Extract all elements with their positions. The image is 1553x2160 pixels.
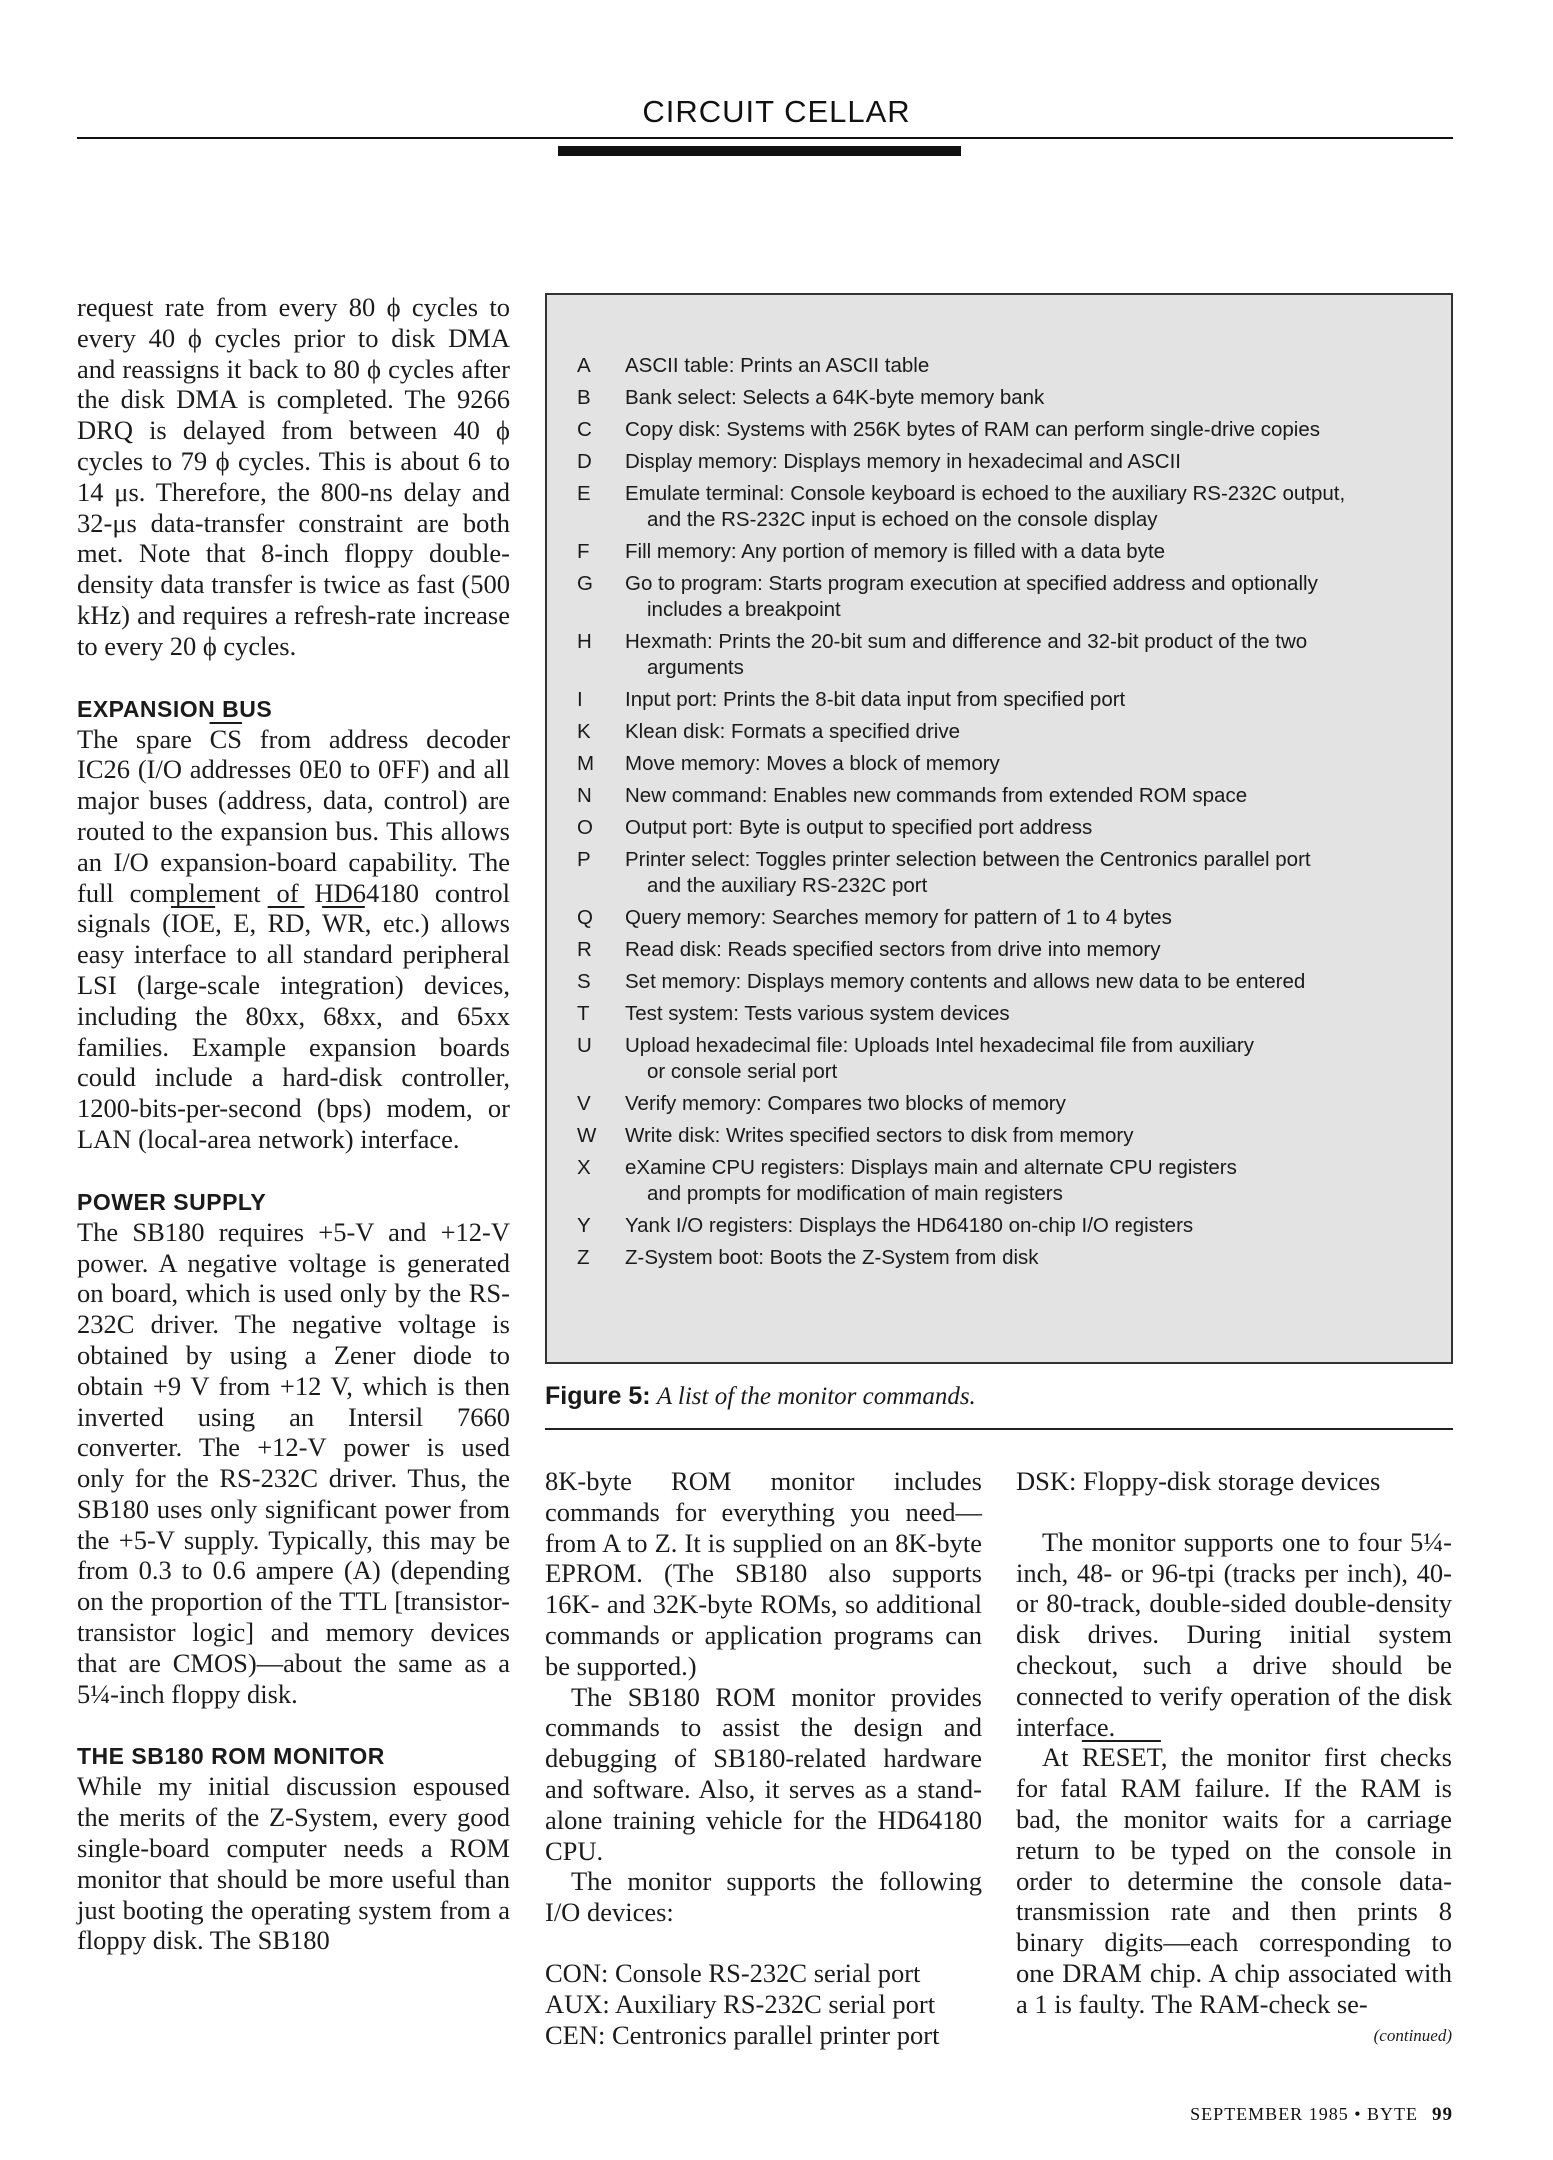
command-item (577, 1245, 1431, 1271)
paragraph-io-devices: The monitor supports the following I/O devices: (545, 1866, 982, 1928)
command-item (577, 847, 1431, 899)
command-item (577, 751, 1431, 777)
column-left (77, 292, 510, 1956)
command-description: Klean disk: Formats a specified drive (625, 720, 960, 743)
command-description: Query memory: Searches memory for pattern of 1 to 4 bytes (625, 906, 1172, 929)
heading-power-supply: POWER SUPPLY (77, 1188, 267, 1215)
command-letter: H (577, 630, 592, 653)
command-item (577, 815, 1431, 841)
device-con: CON: Console RS-232C serial port (545, 1957, 921, 1988)
command-list (577, 353, 1431, 1277)
command-letter: F (577, 540, 590, 563)
command-description: Yank I/O registers: Displays the HD64180 on-chip I/O registers (625, 1214, 1194, 1237)
paragraph-expansion-bus: The spare $\overline{CS}$ from address decoder IC26 (I/O addresses 0E0 to 0FF) and all major buses (address, data, control) are routed to the expansion bus. This allows an I/O expansion-board capability. The full complement of HD64180 control signals ($\overline{IOE}$, E, $\overline{RD}$, $\overline{WR}$, etc.) allows easy interface to all standard peripheral LSI (large-scale integration) devices, including the 80xx, 68xx, and 65xx families. Example expansion boards could include a hard-disk controller, 1200-bits-per-second (bps) modem, or LAN (local-area network) interface. (77, 723, 510, 1154)
command-letter: S (577, 970, 591, 993)
command-description: Move memory: Moves a block of memory (625, 752, 1000, 775)
command-description: Display memory: Displays memory in hexadecimal and ASCII (625, 450, 1181, 473)
command-item (577, 449, 1431, 475)
command-description: ASCII table: Prints an ASCII table (625, 354, 930, 377)
page-number: 99 (1432, 2104, 1453, 2125)
command-letter: O (577, 816, 593, 839)
command-letter: M (577, 752, 595, 775)
command-item (577, 385, 1431, 411)
command-item (577, 353, 1431, 379)
command-letter: Y (577, 1214, 591, 1237)
command-letter: X (577, 1156, 591, 1179)
column-middle (545, 1466, 982, 2050)
command-letter: I (577, 688, 583, 711)
page-header-section: CIRCUIT CELLAR (642, 94, 911, 129)
command-letter: B (577, 386, 591, 409)
command-description: Upload hexadecimal file: Uploads Intel hexadecimal file from auxiliary or console serial port (625, 1034, 1254, 1083)
command-description: Go to program: Starts program execution at specified address and optionally includes a breakpoint (625, 572, 1318, 621)
device-aux: AUX: Auxiliary RS-232C serial port (545, 1988, 936, 2019)
command-item (577, 1091, 1431, 1117)
command-item (577, 905, 1431, 931)
command-item (577, 1213, 1431, 1239)
command-item (577, 1123, 1431, 1149)
command-description: New command: Enables new commands from extended ROM space (625, 784, 1248, 807)
command-item (577, 571, 1431, 623)
command-letter: V (577, 1092, 591, 1115)
command-description: Input port: Prints the 8-bit data input from specified port (625, 688, 1126, 711)
footer-issue: SEPTEMBER 1985 • BYTE (1190, 2104, 1418, 2124)
command-item (577, 937, 1431, 963)
command-item (577, 417, 1431, 443)
paragraph-power-supply: The SB180 requires +5-V and +12-V power. A negative voltage is generated on board, which is used only by the RS-232C driver. The negative voltage is obtained by using a Zener diode to obtain +9 V from +12 V, which is then inverted using an Intersil 7660 converter. The +12-V power is used only for the RS-232C driver. Thus, the SB180 uses only significant power from the +5-V supply. Typically, this may be from 0.3 to 0.6 ampere (A) (depending on the proportion of the TTL [transistor-transistor logic] and memory devices that are CMOS)—about the same as a 5¼-inch floppy disk. (77, 1216, 510, 1709)
command-letter: T (577, 1002, 590, 1025)
device-dsk: DSK: Floppy-disk storage devices (1016, 1466, 1381, 1496)
command-item (577, 1155, 1431, 1207)
command-letter: C (577, 418, 592, 441)
command-description: Hexmath: Prints the 20-bit sum and difference and 32-bit product of the two arguments (625, 630, 1308, 679)
figure-caption-label: Figure 5: (545, 1382, 651, 1410)
command-letter: E (577, 482, 591, 505)
command-item (577, 783, 1431, 809)
command-letter: U (577, 1034, 592, 1057)
caption-rule (545, 1428, 1453, 1430)
paragraph-rom-monitor: While my initial discussion espoused the merits of the Z-System, every good single-board computer needs a ROM monitor that should be more useful than just booting the operating system from a floppy disk. The SB180 (77, 1771, 510, 1956)
command-letter: K (577, 720, 591, 743)
command-item (577, 539, 1431, 565)
device-cen: CEN: Centronics parallel printer port (545, 2019, 940, 2050)
command-description: Fill memory: Any portion of memory is filled with a data byte (625, 540, 1166, 563)
paragraph-monitor-rom: 8K-byte ROM monitor includes commands for everything you need—from A to Z. It is supplied on an 8K-byte EPROM. (The SB180 also supports 16K- and 32K-byte ROMs, so additional commands or application programs can be supported.) (545, 1466, 982, 1681)
command-letter: D (577, 450, 592, 473)
command-description: Printer select: Toggles printer selection between the Centronics parallel port and the auxiliary RS-232C port (625, 848, 1311, 897)
command-letter: Q (577, 906, 593, 929)
command-item (577, 969, 1431, 995)
command-description: Test system: Tests various system devices (625, 1002, 1010, 1025)
command-description: Verify memory: Compares two blocks of memory (625, 1092, 1066, 1115)
heading-rom-monitor: THE SB180 ROM MONITOR (77, 1743, 385, 1770)
paragraph-disk-drives: The monitor supports one to four 5¼-inch, 48- or 96-tpi (tracks per inch), 40- or 80-track, double-sided double-density disk drives. During initial system checkout, such a drive should be connected to verify operation of the disk interface. (1016, 1526, 1452, 1742)
command-description: Copy disk: Systems with 256K bytes of RAM can perform single-drive copies (625, 418, 1320, 441)
header-bar (558, 146, 961, 156)
command-item (577, 1001, 1431, 1027)
command-letter: R (577, 938, 592, 961)
command-letter: P (577, 848, 591, 871)
command-item (577, 629, 1431, 681)
command-description: Emulate terminal: Console keyboard is echoed to the auxiliary RS-232C output, and the RS-232C input is echoed on the console display (625, 482, 1346, 531)
command-item (577, 719, 1431, 745)
page-footer (1190, 2104, 1453, 2126)
command-item (577, 1033, 1431, 1085)
command-item (577, 481, 1431, 533)
paragraph-reset: At RESET, the monitor first checks for fatal RAM failure. If the RAM is bad, the monitor waits for a carriage return to be typed on the console in order to determine the console data-transmission rate and then prints 8 binary digits—each corresponding to one DRAM chip. A chip associated with a 1 is faulty. The RAM-check se- (1016, 1742, 1452, 2019)
command-letter: N (577, 784, 592, 807)
command-description: Z-System boot: Boots the Z-System from disk (625, 1246, 1039, 1269)
command-description: Output port: Byte is output to specified port address (625, 816, 1093, 839)
command-description: Write disk: Writes specified sectors to disk from memory (625, 1124, 1134, 1147)
column-right (1016, 1466, 1452, 2048)
command-description: Read disk: Reads specified sectors from drive into memory (625, 938, 1161, 961)
command-letter: A (577, 354, 591, 377)
continued-note: (continued) (1373, 2025, 1452, 2045)
figure-caption-text: A list of the monitor commands. (656, 1383, 976, 1410)
paragraph-monitor-commands: The SB180 ROM monitor provides commands to assist the design and debugging of SB180-related hardware and software. Also, it serves as a stand-alone training vehicle for the HD64180 CPU. (545, 1681, 982, 1866)
paragraph-disk-dma: request rate from every 80 ϕ cycles to every 40 ϕ cycles prior to disk DMA and reassigns it back to 80 ϕ cycles after the disk DMA is completed. The 9266 DRQ is delayed from between 40 ϕ cycles to 79 ϕ cycles. This is about 6 to 14 μs. Therefore, the 800-ns delay and 32-μs data-transfer constraint are both met. Note that 8-inch floppy double-density data transfer is twice as fast (500 kHz) and requires a refresh-rate increase to every 20 ϕ cycles. (77, 292, 510, 661)
command-letter: G (577, 572, 593, 595)
command-description: Bank select: Selects a 64K-byte memory bank (625, 386, 1045, 409)
figure-caption (545, 1382, 1453, 1411)
command-item (577, 687, 1431, 713)
heading-expansion-bus: EXPANSION BUS (77, 695, 273, 722)
header-rule (77, 137, 1453, 139)
command-letter: Z (577, 1246, 590, 1269)
figure-monitor-commands (545, 293, 1453, 1364)
command-letter: W (577, 1124, 597, 1147)
command-description: eXamine CPU registers: Displays main and alternate CPU registers and prompts for modification of main registers (625, 1156, 1237, 1205)
command-description: Set memory: Displays memory contents and allows new data to be entered (625, 970, 1306, 993)
